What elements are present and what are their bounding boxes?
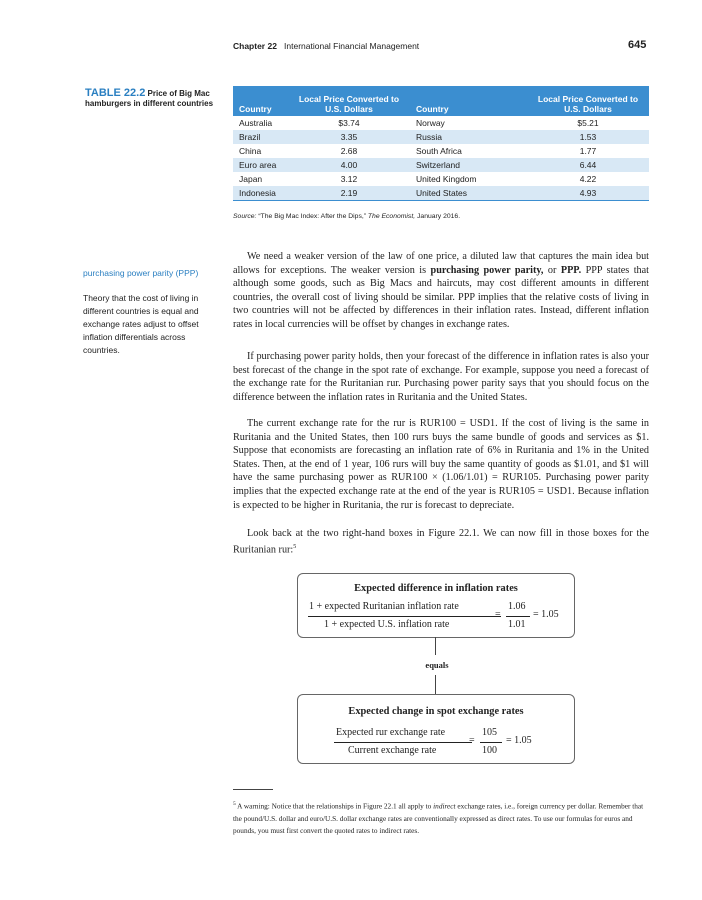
connector-line	[435, 637, 436, 655]
table-caption-text: Price of Big Mac hamburgers in different countries	[85, 89, 214, 108]
column-header: Country	[233, 86, 288, 116]
table-cell: Australia	[233, 116, 288, 130]
fraction-numerator: Expected rur exchange rate	[336, 727, 446, 738]
table-cell: 4.93	[527, 186, 649, 201]
source-publication: The Economist,	[367, 213, 416, 220]
table-cell: $3.74	[288, 116, 410, 130]
table-cell: Euro area	[233, 158, 288, 172]
paragraph-3: The current exchange rate for the rur is RUR100 = USD1. If the cost of living is the same in Ruritania and the United States, then 100 rurs buys the same bundle of goods and services as $1. Suppose that economists are forecasting an inflation rate of 6% in Ruritania and 1% in the United States. Then, at the end of 1 year, 106 rurs will buy the same quantity of goods as $1.01, and $1 will have the same purchasing power as RUR100 × (1.06/1.01) = RUR105. Purchasing power parity implies that the expected exchange rate at the end of the year is RUR105 = USD1. Because inflation is expected to be higher in Ruritania, the rur is forecast to depreciate.	[233, 418, 649, 511]
fraction-numerator: 1 + expected Ruritanian inflation rate	[309, 601, 459, 612]
table-cell: China	[233, 144, 288, 158]
source-date: January 2016.	[417, 213, 461, 220]
result-value: = 1.05	[533, 609, 559, 620]
p1-text-b: or	[543, 264, 561, 276]
table-cell: Indonesia	[233, 186, 288, 201]
p4-text: Look back at the two right-hand boxes in Figure 22.1. We can now fill in those boxes for the Ruritanian rur:	[233, 528, 649, 555]
numerator-value: 1.06	[508, 601, 526, 612]
fraction-denominator: 1 + expected U.S. inflation rate	[324, 619, 450, 630]
chapter-label: Chapter 22	[233, 41, 277, 51]
table-header-row	[233, 86, 649, 116]
equals-sign: =	[469, 735, 475, 746]
p1-key-term: purchasing power parity,	[430, 264, 544, 276]
page-number: 645	[628, 39, 647, 51]
table-cell: 2.68	[288, 144, 410, 158]
table-cell: South Africa	[410, 144, 527, 158]
table-cell: United Kingdom	[410, 172, 527, 186]
table-caption	[85, 88, 230, 109]
paragraph-4	[233, 527, 649, 557]
table-row	[233, 116, 649, 130]
table-cell: 4.00	[288, 158, 410, 172]
table-cell: 2.19	[288, 186, 410, 201]
fraction-bar	[308, 616, 501, 617]
table-cell: $5.21	[527, 116, 649, 130]
table-cell: Brazil	[233, 130, 288, 144]
table-cell: Switzerland	[410, 158, 527, 172]
table-cell: United States	[410, 186, 527, 201]
table-row	[233, 130, 649, 144]
table-cell: 4.22	[527, 172, 649, 186]
table-cell: 3.35	[288, 130, 410, 144]
table-cell: 1.77	[527, 144, 649, 158]
table-source	[233, 213, 460, 220]
result-value: = 1.05	[506, 735, 532, 746]
footnote-text-a: A warning: Notice that the relationships in Figure 22.1 all apply to	[235, 801, 434, 811]
column-header: Local Price Converted to U.S. Dollars	[288, 86, 410, 116]
fraction-bar	[506, 616, 530, 617]
table-cell: Russia	[410, 130, 527, 144]
paragraph-2: If purchasing power parity holds, then your forecast of the difference in inflation rates is also your best forecast of the change in the spot rate of exchange. For example, suppose you need a forecast of the exchange rate for the Ruritanian rur. Purchasing power parity says that you should focus on the difference between the inflation rates in Ruritania and the United States.	[233, 351, 649, 403]
box-title: Expected difference in inflation rates	[354, 583, 518, 594]
equals-sign: =	[495, 609, 501, 620]
paragraph-1	[233, 250, 649, 332]
footnote	[233, 798, 649, 838]
connector-line	[435, 675, 436, 694]
footnote-ref: 5	[293, 543, 297, 550]
footnote-marker: 5	[233, 801, 236, 807]
fraction-bar	[480, 742, 502, 743]
table-cell: 3.12	[288, 172, 410, 186]
chapter-title: International Financial Management	[284, 41, 420, 51]
table-label: TABLE 22.2	[85, 87, 146, 99]
source-label: Source:	[233, 213, 257, 220]
source-text: “The Big Mac Index: After the Dips,”	[258, 213, 366, 220]
p1-text-a: We need a weaker version of the law of one price, a diluted law that captures the main idea but allows for exceptions. The weaker version is	[233, 251, 649, 276]
denominator-value: 1.01	[508, 619, 526, 630]
table-cell: 1.53	[527, 130, 649, 144]
p1-key-term-abbr: PPP.	[560, 264, 582, 276]
running-header	[233, 41, 419, 51]
footnote-emphasis: indirect	[433, 801, 456, 811]
column-header: Local Price Converted to U.S. Dollars	[527, 86, 649, 116]
box-title: Expected change in spot exchange rates	[348, 706, 524, 717]
table-row	[233, 186, 649, 201]
fraction-bar	[334, 742, 472, 743]
column-header: Country	[410, 86, 527, 116]
bigmac-price-table	[233, 86, 649, 201]
inflation-difference-box	[297, 573, 575, 638]
footnote-rule	[233, 789, 273, 790]
footnote-text-b: exchange rates, i.e., foreign currency per dollar. Remember that the pound/U.S. dollar and euro/U.S. dollar exchange rates are conventionally expressed as direct rates. To use our formulas for euros and pounds, you must first convert the quoted rates to indirect rates.	[233, 801, 644, 836]
numerator-value: 105	[482, 727, 497, 738]
p1-text-c: PPP states that although some goods, such as Big Macs and haircuts, may cost different amounts in different countries, the overall cost of living should be similar. PPP implies that the relative costs of living in two countries will not be affected by differences in their inflation rates. Instead, different inflation rates in local currencies will be offset by changes in exchange rates.	[233, 264, 649, 330]
margin-term: purchasing power parity (PPP)	[83, 268, 199, 278]
fraction-denominator: Current exchange rate	[348, 745, 437, 756]
denominator-value: 100	[482, 745, 497, 756]
equals-label: equals	[425, 660, 449, 670]
margin-definition: Theory that the cost of living in different countries is equal and exchange rates adjust to offset inflation differentials across countries.	[83, 293, 199, 355]
table-row	[233, 172, 649, 186]
table-cell: Norway	[410, 116, 527, 130]
table-cell: 6.44	[527, 158, 649, 172]
table-row	[233, 144, 649, 158]
spot-rate-change-box	[297, 694, 575, 764]
table-row	[233, 158, 649, 172]
table-cell: Japan	[233, 172, 288, 186]
